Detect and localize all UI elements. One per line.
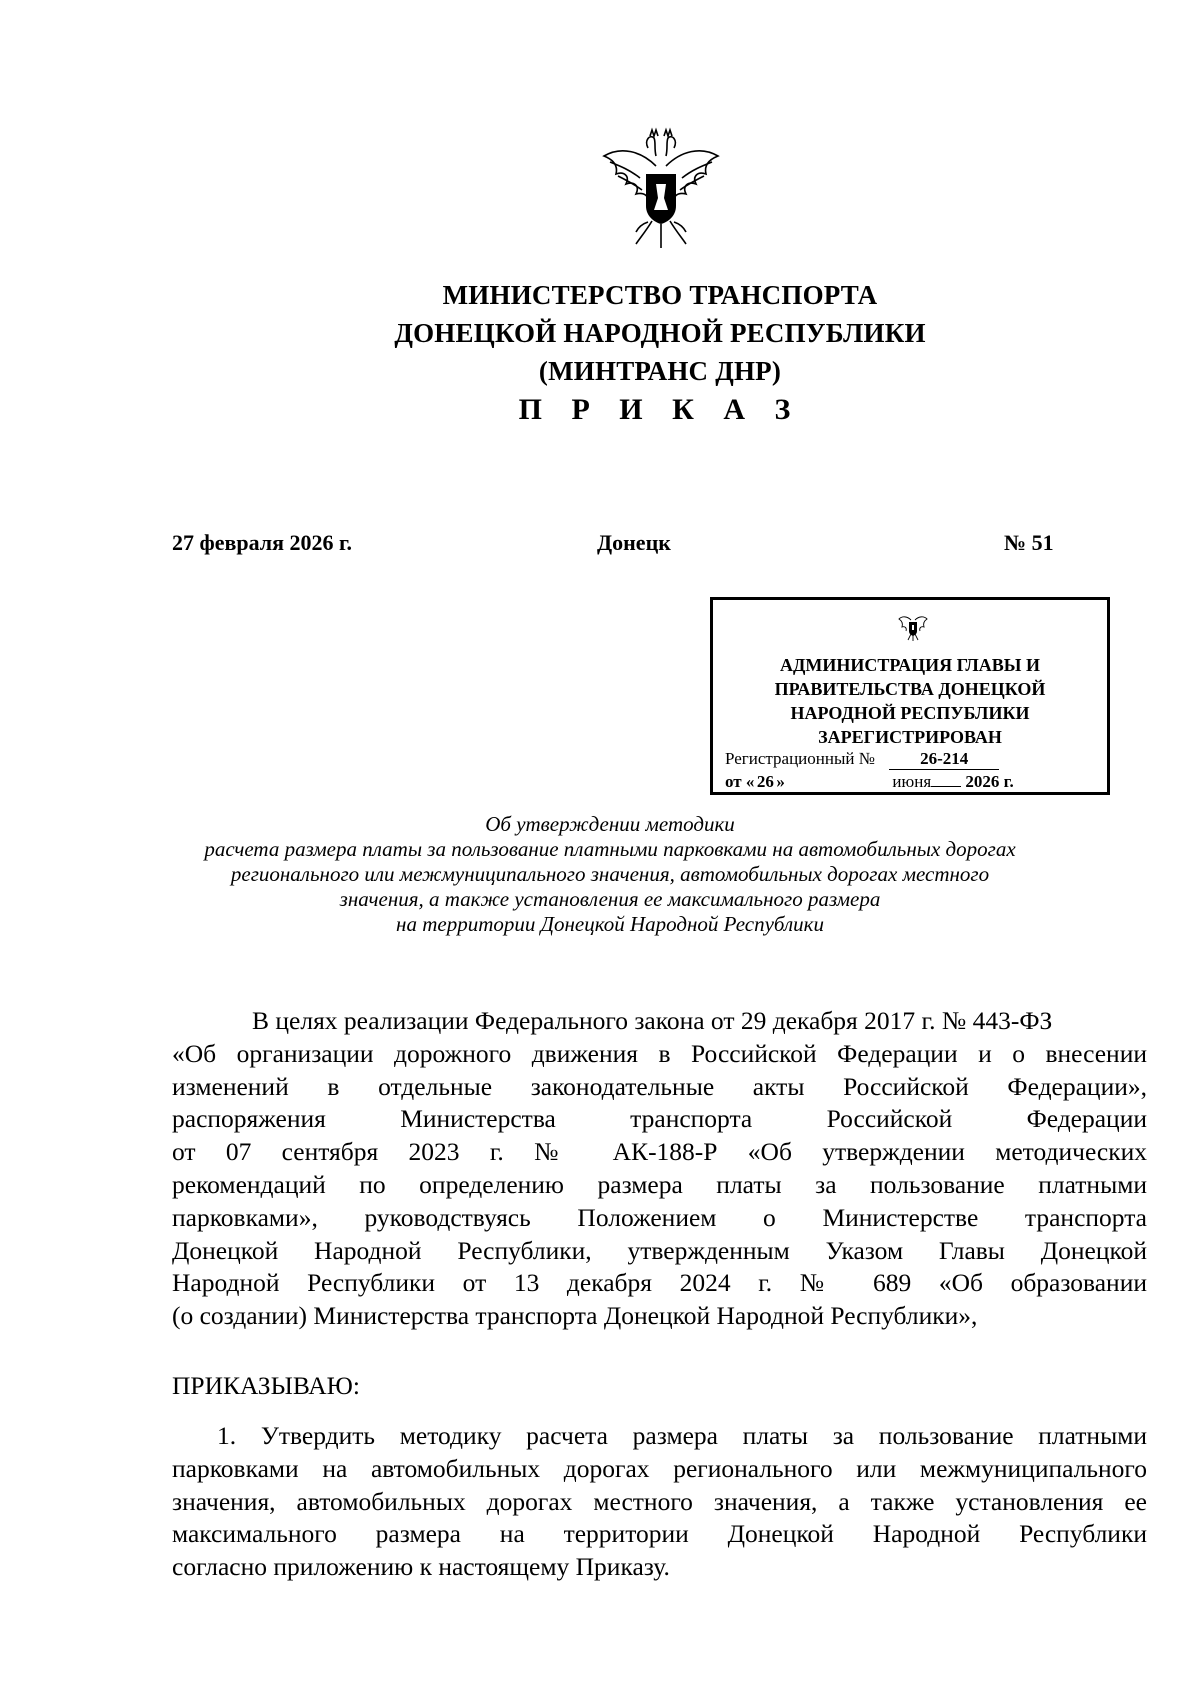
stamp-reg-label: Регистрационный № [725,749,875,768]
stamp-date-year-suffix: 26 [982,772,1000,791]
paragraph-line: рекомендаций по определению размера платы за пользование платными [172,1169,1147,1199]
order-item-1 [172,1420,1147,1584]
stamp-org-line: ЗАРЕГИСТРИРОВАН [818,727,1002,747]
stamp-registration-line [725,749,999,770]
subject-line: Об утверждении методики [485,812,735,836]
document-type-title: П Р И К А З [518,393,802,426]
ministry-line: МИНИСТЕРСТВО ТРАНСПОРТА [442,280,878,310]
stamp-date-prefix: от « [725,772,755,791]
paragraph-line: Донецкой Народной Республики, утвержденным Указом Главы Донецкой [172,1235,1147,1265]
subject-line: на территории Донецкой Народной Республики [396,912,824,936]
paragraph-line: парковками», руководствуясь Положением о Министерстве транспорта [172,1202,1147,1232]
stamp-org-line: ПРАВИТЕЛЬСТВА ДОНЕЦКОЙ [774,679,1046,699]
subject-line: расчета размера платы за пользование платными парковками на автомобильных дорогах [204,837,1016,861]
subject-line: значения, а также установления ее максимального размера [339,887,881,911]
paragraph-line: Народной Республики от 13 декабря 2024 г. № 689 «Об образовании [172,1268,1147,1298]
stamp-date-mid: » [776,772,785,791]
coat-of-arms-emblem [596,126,726,256]
stamp-reg-number: 26-214 [889,749,999,770]
paragraph-line: изменений в отдельные законодательные акты Российской Федерации», [172,1071,1147,1101]
stamp-date-line [725,772,1014,793]
paragraph-line: В целях реализации Федерального закона от 29 декабря 2017 г. № 443-ФЗ [252,1006,1053,1035]
paragraph-line: распоряжения Министерства транспорта Российской Федерации [172,1104,1147,1134]
order-subject [150,812,1070,937]
paragraph-line: 1. Утвердить методику расчета размера платы за пользование платными [217,1421,1147,1450]
paragraph-line: парковками на автомобильных дорогах регионального или межмуниципального [172,1453,1147,1483]
paragraph-line: максимального размера на территории Донецкой Народной Республики [172,1519,1147,1549]
order-directive-word: ПРИКАЗЫВАЮ: [172,1371,360,1400]
paragraph-line: согласно приложению к настоящему Приказу. [172,1552,670,1582]
ministry-line: (МИНТРАНС ДНР) [538,356,782,386]
stamp-org-line: НАРОДНОЙ РЕСПУБЛИКИ [790,703,1030,723]
stamp-organization [713,653,1107,749]
stamp-date-day: 26 [754,772,776,793]
paragraph-line: (о создании) Министерства транспорта Донецкой Народной Республики», [172,1301,978,1331]
stamp-date-month: июня [803,772,931,793]
order-number: № 51 [1004,530,1054,555]
paragraph-line: от 07 сентября 2023 г. № АК-188-Р «Об утверждении методических [172,1137,1147,1167]
subject-line: регионального или межмуниципального значения, автомобильных дорогах местного [230,862,990,886]
paragraph-line: «Об организации дорожного движения в Российской Федерации и о внесении [172,1038,1147,1068]
stamp-org-line: АДМИНИСТРАЦИЯ ГЛАВЫ И [780,655,1040,675]
preamble-paragraph [172,1005,1147,1333]
stamp-date-g: г. [999,772,1014,791]
ministry-header [300,276,1020,390]
order-city: Донецк [597,530,671,555]
ministry-line: ДОНЕЦКОЙ НАРОДНОЙ РЕСПУБЛИКИ [394,318,926,348]
stamp-date-year-prefix: 20 [965,772,983,791]
order-date: 27 февраля 2026 г. [172,530,353,555]
paragraph-line: значения, автомобильных дорогах местного значения, а также установления ее [172,1486,1147,1516]
stamp-emblem-icon [898,612,928,642]
registration-stamp [710,597,1110,795]
